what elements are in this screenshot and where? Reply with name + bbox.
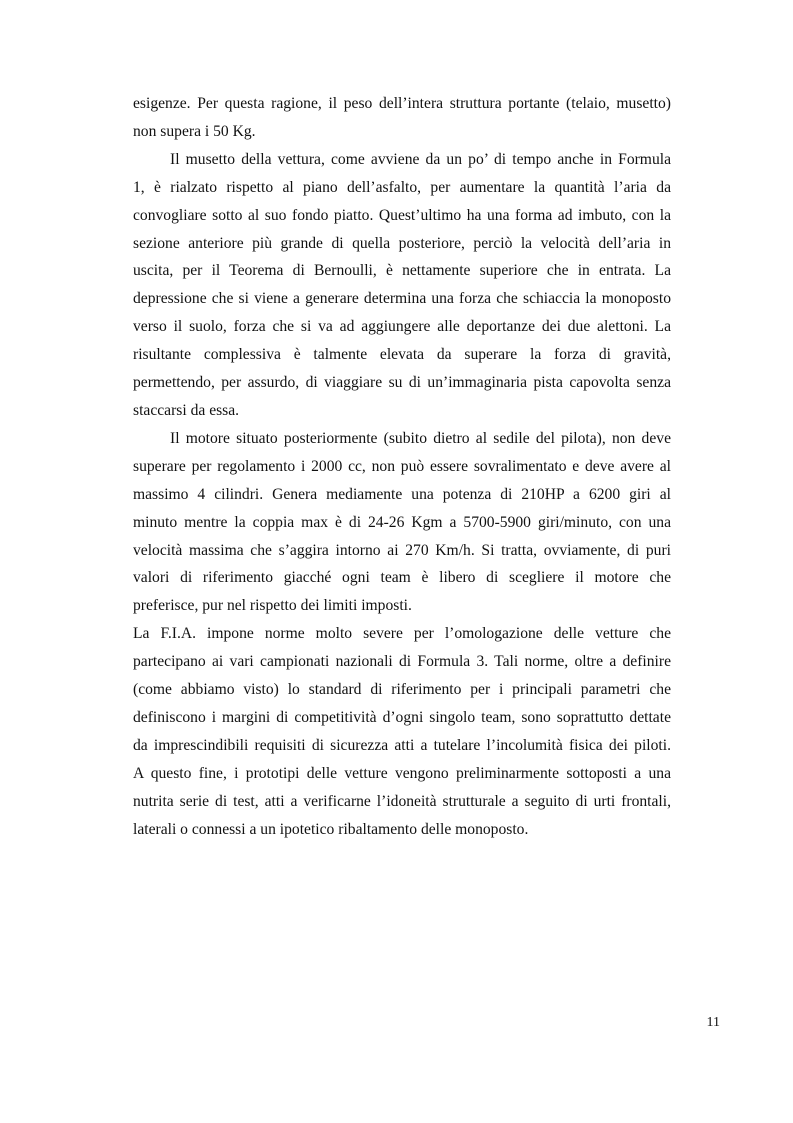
text-line: La F.I.A. impone norme molto severe per l’omologazione delle vetture che [133, 625, 671, 643]
text-line: massimo 4 cilindri. Genera mediamente una potenza di 210HP a 6200 giri al [133, 485, 671, 503]
text-line: non supera i 50 Kg. [133, 122, 256, 140]
text-line: minuto mentre la coppia max è di 24-26 Kgm a 5700-5900 giri/minuto, con una [133, 513, 671, 531]
text-line: verso il suolo, forza che si va ad aggiungere alle deportanze dei due alettoni. La [133, 318, 671, 336]
text-line: partecipano ai vari campionati nazionali di Formula 3. Tali norme, oltre a definire [133, 653, 671, 671]
text-line: staccarsi da essa. [133, 401, 240, 419]
text-line: 1, è rialzato rispetto al piano dell’asfalto, per aumentare la quantità l’aria da [133, 178, 671, 196]
text-line: preferisce, pur nel rispetto dei limiti imposti. [133, 597, 412, 615]
text-line: sezione anteriore più grande di quella posteriore, perciò la velocità dell’aria in [133, 234, 671, 252]
text-line: Il motore situato posteriormente (subito dietro al sedile del pilota), non deve [170, 429, 671, 447]
paragraph-2 [133, 146, 671, 425]
paragraph-1 [133, 90, 671, 146]
text-line: nutrita serie di test, atti a verificarne l’idoneità strutturale a seguito di urti frontali, [133, 792, 671, 810]
text-line: da imprescindibili requisiti di sicurezza atti a tutelare l’incolumità fisica dei piloti. [133, 736, 671, 754]
text-line: esigenze. Per questa ragione, il peso dell’intera struttura portante (telaio, musetto) [133, 95, 671, 112]
text-line: uscita, per il Teorema di Bernoulli, è nettamente superiore che in entrata. La [133, 262, 671, 280]
text-line: Il musetto della vettura, come avviene da un po’ di tempo anche in Formula [170, 150, 671, 168]
text-line: laterali o connessi a un ipotetico ribaltamento delle monoposto. [133, 820, 529, 838]
page-number: 11 [706, 1015, 720, 1030]
text-line: superare per regolamento i 2000 cc, non può essere sovralimentato e deve avere al [133, 457, 671, 475]
paragraph-4 [133, 620, 671, 843]
text-line: risultante complessiva è talmente elevata da superare la forza di gravità, [133, 346, 671, 364]
text-line: valori di riferimento giacché ogni team è libero di scegliere il motore che [133, 569, 671, 587]
text-line: permettendo, per assurdo, di viaggiare su di un’immaginaria pista capovolta senza [133, 374, 671, 392]
text-line: depressione che si viene a generare determina una forza che schiaccia la monoposto [133, 290, 671, 308]
text-line: velocità massima che s’aggira intorno ai 270 Km/h. Si tratta, ovviamente, di puri [133, 541, 671, 559]
text-line: A questo fine, i prototipi delle vetture vengono preliminarmente sottoposti a una [133, 764, 671, 782]
body-text [133, 90, 671, 843]
text-line: definiscono i margini di competitività d’ogni singolo team, sono soprattutto dettate [133, 708, 671, 726]
text-line: convogliare sotto al suo fondo piatto. Quest’ultimo ha una forma ad imbuto, con la [133, 206, 671, 224]
text-line: (come abbiamo visto) lo standard di riferimento per i principali parametri che [133, 681, 671, 699]
paragraph-3 [133, 425, 671, 620]
